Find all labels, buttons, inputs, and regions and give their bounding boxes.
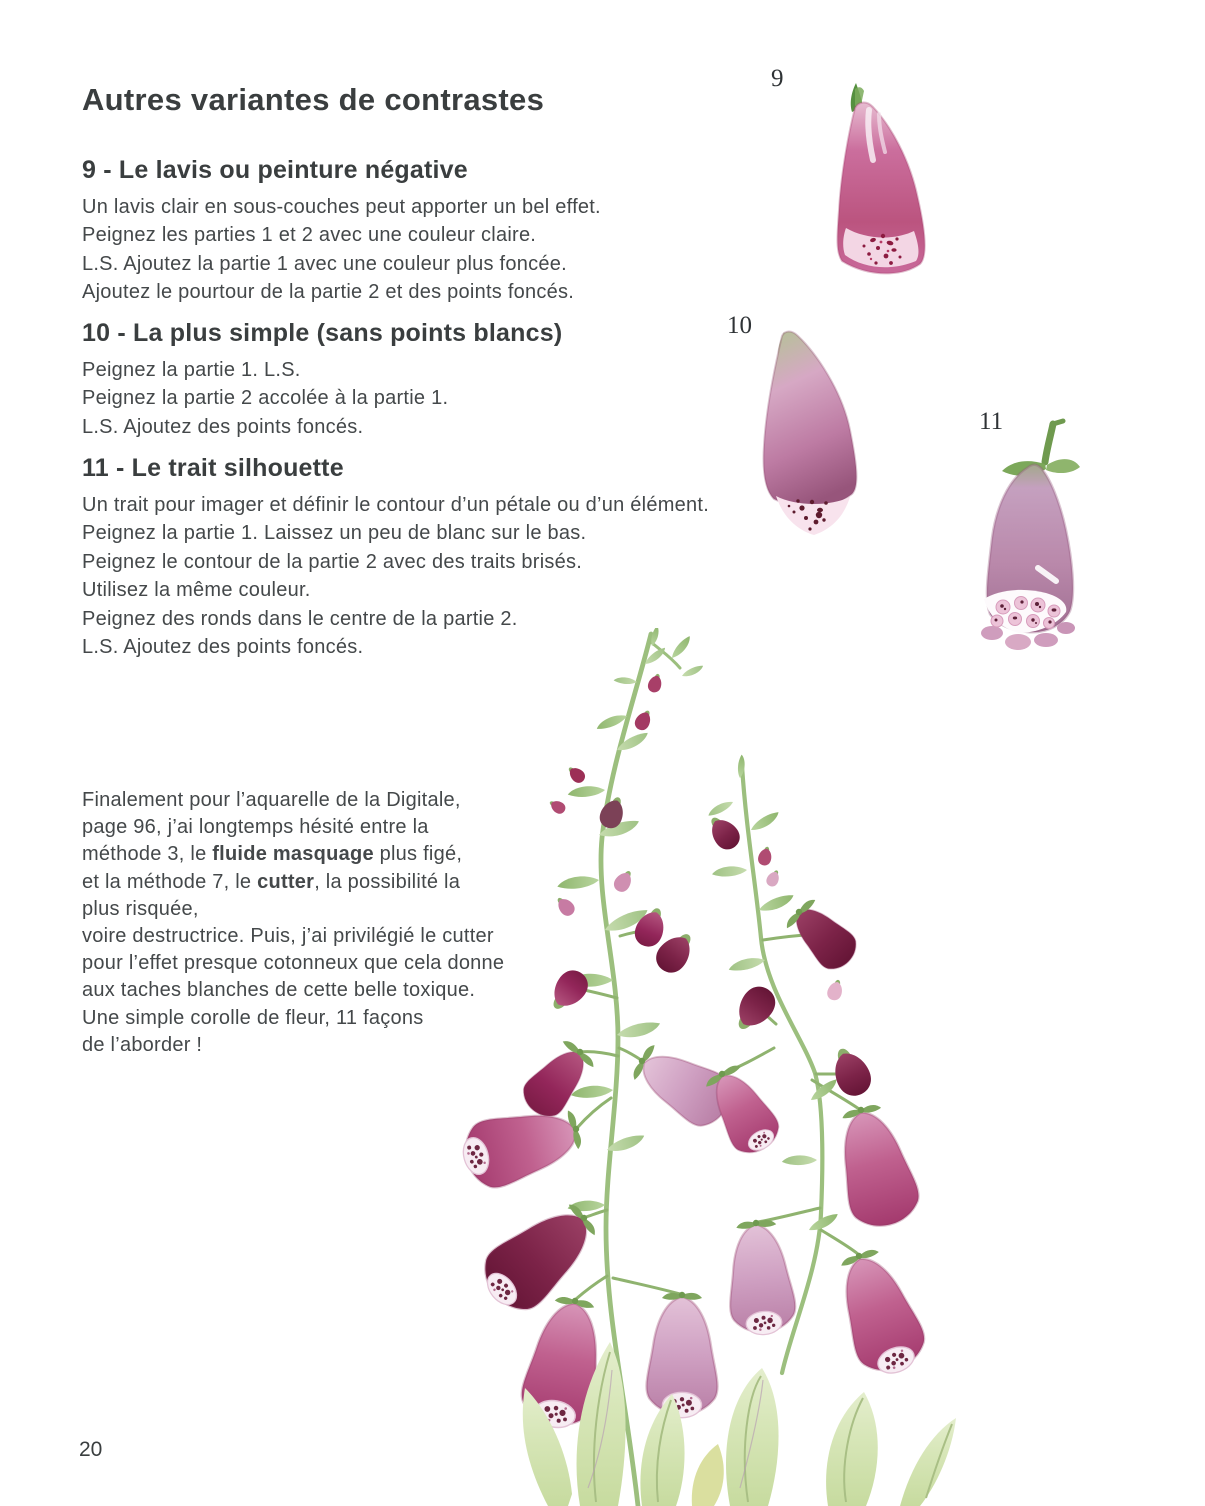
section-11-heading: 11 - Le trait silhouette xyxy=(82,454,344,482)
section-9-heading: 9 - Le lavis ou peinture négative xyxy=(82,156,468,184)
closing-line: voire destructrice. Puis, j’ai privilégié le cutter xyxy=(82,925,494,948)
instruction-line: Peignez la partie 2 accolée à la partie 1. xyxy=(82,387,449,410)
instruction-line: Peignez le contour de la partie 2 avec des traits brisés. xyxy=(82,550,583,573)
section-10-heading: 10 - La plus simple (sans points blancs) xyxy=(82,319,563,347)
instruction-line: L.S. Ajoutez la partie 1 avec une couleur plus foncée. xyxy=(82,252,567,275)
instruction-line: Un trait pour imager et définir le contour d’un pétale ou d’un élément. xyxy=(82,494,709,516)
flower-buds xyxy=(543,672,876,1101)
instruction-line: Peignez la partie 1. L.S. xyxy=(82,359,301,381)
instruction-line: Utilisez la même couleur. xyxy=(82,579,311,602)
figure-label-9: 9 xyxy=(771,65,784,92)
figure-9-flower-illustration xyxy=(833,80,933,285)
closing-line: page 96, j’ai longtemps hésité entre la xyxy=(82,816,429,839)
figure-label-11: 11 xyxy=(979,408,1004,435)
closing-line: plus risquée, xyxy=(82,897,199,920)
closing-line: méthode 3, le fluide masquage plus figé, xyxy=(82,843,463,866)
section-10-body xyxy=(82,356,448,441)
section-9-body xyxy=(82,193,601,307)
instruction-line: Peignez des ronds dans le centre de la partie 2. xyxy=(82,607,518,630)
closing-line: aux taches blanches de cette belle toxique. xyxy=(82,979,476,1002)
instruction-line: Un lavis clair en sous-couches peut apporter un bel effet. xyxy=(82,196,601,218)
foxglove-plant-illustration xyxy=(430,628,990,1506)
closing-line: de l’aborder ! xyxy=(82,1033,203,1056)
instruction-line: L.S. Ajoutez des points foncés. xyxy=(82,636,364,659)
instruction-line: Peignez la partie 1. Laissez un peu de blanc sur le bas. xyxy=(82,522,587,545)
instruction-line: L.S. Ajoutez des points foncés. xyxy=(82,415,364,438)
page-number: 20 xyxy=(79,1438,103,1461)
instruction-line: Peignez les parties 1 et 2 avec une couleur claire. xyxy=(82,224,537,247)
closing-line: pour l’effet presque cotonneux que cela donne xyxy=(82,952,505,975)
figure-label-10: 10 xyxy=(727,312,752,339)
instruction-line: Ajoutez le pourtour de la partie 2 et des points foncés. xyxy=(82,281,575,304)
closing-line: Finalement pour l’aquarelle de la Digitale, xyxy=(82,789,461,811)
closing-line: Une simple corolle de fleur, 11 façons xyxy=(82,1006,424,1029)
closing-line: et la méthode 7, le cutter, la possibilité la xyxy=(82,870,461,893)
bell-flowers xyxy=(458,897,931,1431)
page-title: Autres variantes de contrastes xyxy=(82,82,545,117)
petal-body xyxy=(763,332,856,507)
figure-10-flower-illustration xyxy=(753,330,883,540)
